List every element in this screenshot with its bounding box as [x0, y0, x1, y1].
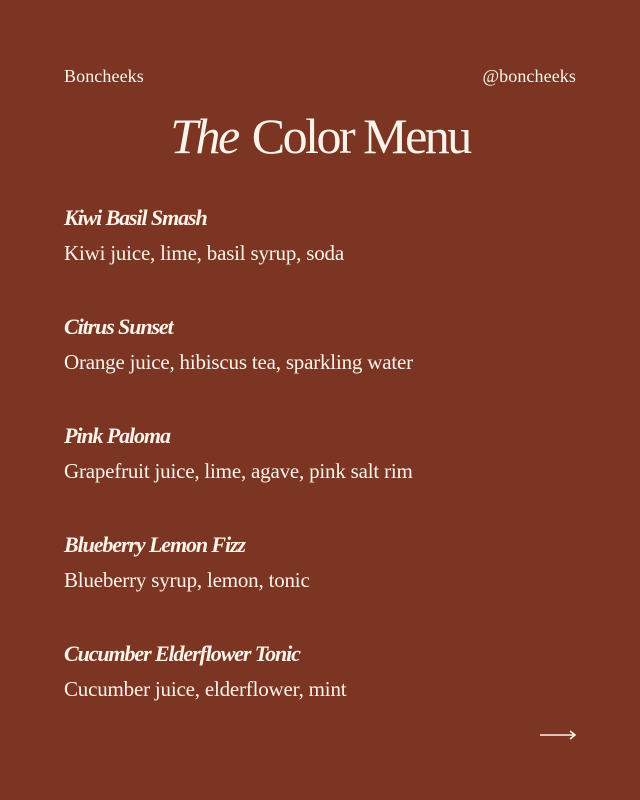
- drink-menu: [64, 204, 584, 749]
- title-prefix: The: [170, 108, 238, 164]
- brand-name: Boncheeks: [64, 66, 144, 86]
- menu-item-name: Citrus Sunset: [64, 314, 173, 339]
- menu-item-description: Kiwi juice, lime, basil syrup, soda: [64, 241, 344, 265]
- menu-item: [64, 204, 584, 313]
- menu-item-description: Grapefruit juice, lime, agave, pink salt rim: [64, 459, 413, 483]
- title-main: Color Menu: [251, 108, 470, 164]
- arrow-right-icon[interactable]: [540, 734, 576, 736]
- arrow-right-icon-graphic: [540, 728, 576, 742]
- menu-item-description: Blueberry syrup, lemon, tonic: [64, 568, 310, 592]
- menu-item-description: Cucumber juice, elderflower, mint: [64, 677, 347, 701]
- menu-item: [64, 422, 584, 531]
- menu-item: [64, 313, 584, 422]
- menu-item-name: Kiwi Basil Smash: [64, 205, 207, 230]
- menu-item: [64, 640, 584, 749]
- social-handle: @boncheeks: [482, 66, 576, 86]
- menu-item-name: Cucumber Elderflower Tonic: [64, 641, 300, 666]
- menu-item-description: Orange juice, hibiscus tea, sparkling water: [64, 350, 413, 374]
- menu-item: [64, 531, 584, 640]
- menu-item-name: Blueberry Lemon Fizz: [64, 532, 245, 557]
- menu-item-name: Pink Paloma: [64, 423, 170, 448]
- page-title: [0, 106, 640, 166]
